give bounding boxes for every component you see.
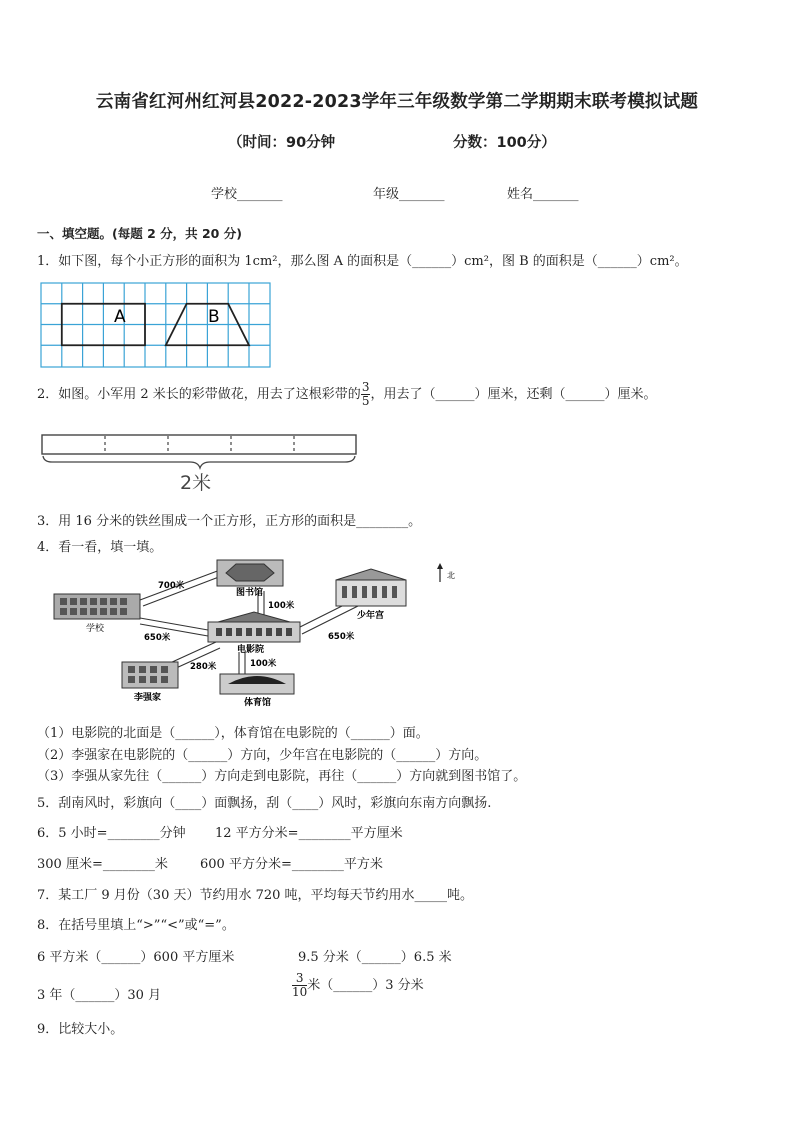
distance-school-cinema: 650米 — [144, 633, 171, 643]
section-heading: 一、填空题。(每题 2 分，共 20 分) — [37, 226, 242, 241]
question-4: 4．看一看，填一填。 — [37, 540, 163, 555]
map-label-youth-palace: 少年宫 — [357, 611, 385, 621]
fraction: $\frac{3}{5}$ — [361, 380, 370, 408]
north-label: 北 — [447, 571, 455, 580]
question-6-d: 600 平方分米=________平方米 — [200, 857, 383, 872]
question-4-part-2: （2）李强家在电影院的（______）方向，少年宫在电影院的（______）方向。 — [37, 748, 488, 763]
distance-cinema-gym: 100米 — [250, 659, 277, 669]
grid-lines — [41, 283, 270, 367]
page-title: 云南省红河州红河县2022-2023学年三年级数学第二学期期末联考模拟试题 — [95, 92, 699, 112]
question-7: 7．某工厂 9 月份（30 天）节约用水 720 吨，平均每天节约用水_____吨。 — [37, 888, 474, 903]
question-6-c: 300 厘米=________米 — [37, 857, 168, 872]
question-4-part-3: （3）李强从家先往（______）方向走到电影院，再往（______）方向就到图书馆了。 — [37, 769, 527, 784]
question-6-a: 6．5 小时=________分钟 — [37, 826, 186, 841]
distance-school-library: 700米 — [158, 581, 185, 591]
ribbon-label: 2米 — [180, 472, 212, 494]
home-building — [122, 662, 178, 688]
map-label-gym: 体育馆 — [244, 698, 272, 708]
distance-cinema-youth-palace: 650米 — [328, 632, 355, 642]
map-label-school: 学校 — [86, 624, 105, 634]
fraction: $\frac{3}{10}$ — [292, 971, 308, 999]
label-b: B — [208, 307, 220, 327]
youth-palace-building — [336, 569, 406, 606]
question-5: 5．刮南风时，彩旗向（____）面飘扬，刮（____）风时，彩旗向东南方向飘扬. — [37, 796, 492, 811]
library-building — [217, 560, 283, 586]
question-2: 2．如图。小军用 2 米长的彩带做花，用去了这根彩带的 $\frac{3}{5}$ ，用去了（______）厘米，还剩（______）厘米。 — [37, 380, 657, 408]
distance-home-cinema: 280米 — [190, 662, 217, 672]
ribbon — [42, 435, 356, 454]
question-8-c: 3 年（______）30 月 — [37, 988, 162, 1003]
question-8-b: 9.5 分米（______）6.5 米 — [298, 950, 452, 965]
north-arrow-icon — [437, 563, 443, 582]
question-6-b: 12 平方分米=________平方厘米 — [215, 826, 403, 841]
map-label-library: 图书馆 — [236, 588, 264, 598]
map-label-cinema: 电影院 — [237, 645, 265, 655]
ribbon-figure — [40, 430, 360, 494]
label-a: A — [114, 307, 126, 327]
question-1: 1．如下图，每个小正方形的面积为 1cm²，那么图 A 的面积是（______）cm²，图 B 的面积是（______）cm²。 — [37, 254, 688, 269]
question-8-d: $\frac{3}{10}$ 米（______）3 分米 — [292, 971, 424, 999]
exam-time: （时间：90分钟 — [228, 135, 336, 151]
question-4-part-1: （1）电影院的北面是（______），体育馆在电影院的（______）面。 — [37, 726, 429, 741]
map-label-home: 李强家 — [134, 693, 162, 703]
name-field[interactable]: 姓名_______ — [507, 187, 579, 202]
school-field[interactable]: 学校_______ — [211, 187, 283, 202]
cinema-building — [208, 612, 300, 642]
distance-library-cinema: 100米 — [268, 601, 295, 611]
question-3: 3．用 16 分米的铁丝围成一个正方形，正方形的面积是________。 — [37, 514, 422, 529]
grade-field[interactable]: 年级_______ — [373, 187, 445, 202]
exam-score: 分数：100分） — [453, 135, 556, 151]
map-figure — [40, 558, 480, 710]
question-8-a: 6 平方米（______）600 平方厘米 — [37, 950, 235, 965]
brace — [43, 456, 355, 468]
gym-building — [220, 674, 294, 694]
question-9: 9．比较大小。 — [37, 1022, 124, 1037]
grid-figure — [40, 282, 272, 368]
school-building — [54, 594, 140, 619]
question-8: 8．在括号里填上“>”“<”或“=”。 — [37, 918, 235, 933]
